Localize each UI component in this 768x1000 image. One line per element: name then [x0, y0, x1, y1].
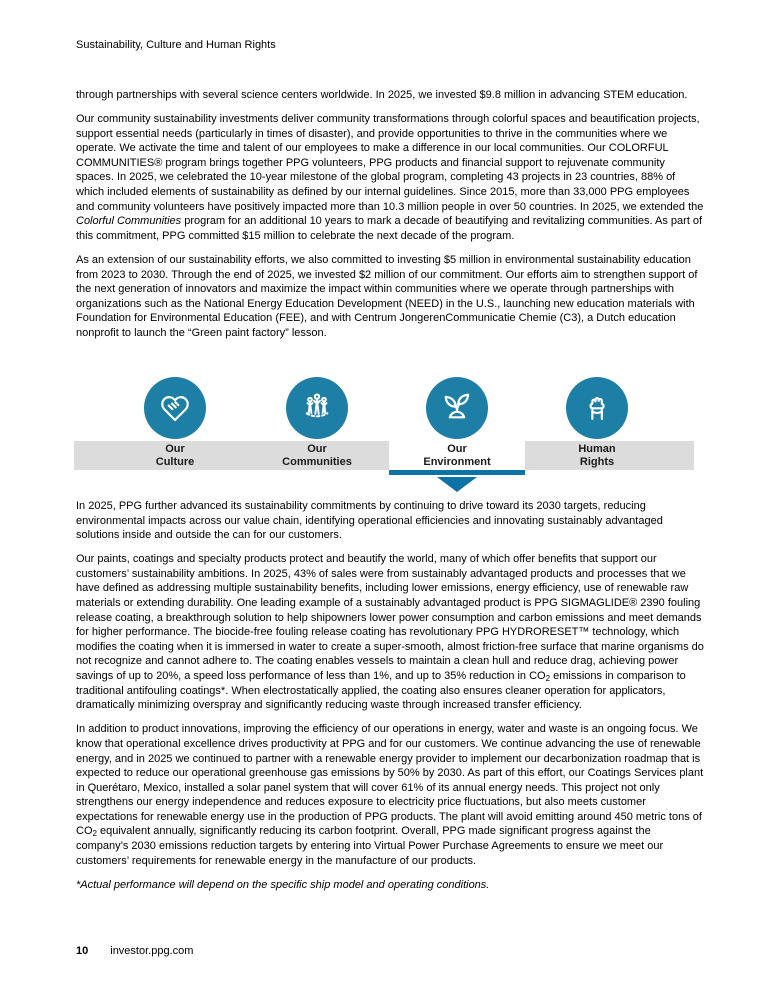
paragraph-sigmaglide: Our paints, coatings and specialty products protect and beautify the world, many of which offer benefits that support our customers’ sustainability ambitions. In 2025, 43% of sales were from sustainably advantaged products and processes that we have defined as addressing multiple sustainability benefits, including lower emissions, energy efficiency, use of renewable raw materials or extending durability. One leading example of a sustainably advantaged product is PPG SIGMAGLIDE® 2390 fouling release coating, a breakthrough solution to help shipowners lower power consumption and carbon emissions and meet demands for higher performance. The biocide-free fouling release coating has revolutionary PPG HYDRORESET™ technology, which modifies the coating when it is immersed in water to create a super-smooth, almost friction-free surface that marine organisms do not recognize and cannot adhere to. The coating enables vessels to maintain a clean hull and reduce drag, achieving power savings of up to 20%, a speed loss performance of less than 1%, and up to 35% reduction in $CO_2$ emissions in comparison to traditional antifouling coatings*. When electrostatically applied, the coating also ensures cleaner operation for applicators, dramatically minimizing overspray and significantly reducing waste through increased transfer efficiency. — [76, 553, 704, 712]
tab-human-rights — [529, 375, 665, 495]
paragraph-colorful-communities: Our community sustainability investments deliver community transformations through colorful spaces and beautification projects, support essential needs (particularly in times of disaster), and provide opportunities to thrive in the communities where we operate. We activate the time and talent of our employees to make a difference in our local communities. Our COLORFUL COMMUNITIES® program brings together PPG volunteers, PPG products and financial support to rejuvenate community spaces. In 2025, we celebrated the 10-year milestone of the global program, completing 43 projects in 23 countries, 88% of which included elements of sustainability as defined by our internal guidelines. Since 2015, more than 33,000 PPG employees and community volunteers have positively impacted more than 10.3 million people in over 50 countries. In 2025, we extended the Colorful Communities program for an additional 10 years to mark a decade of beautifying and revitalizing communities. As part of this commitment, PPG committed $15 million to celebrate the next decade of the program. — [76, 113, 704, 242]
raised-fist-icon — [566, 377, 628, 439]
document-header: Sustainability, Culture and Human Rights — [76, 39, 276, 51]
tab-our-culture — [107, 375, 243, 495]
tab-our-environment — [389, 375, 525, 495]
plant-sprout-icon — [426, 377, 488, 439]
tab-label-our-communities: Our Communities — [282, 443, 352, 468]
paragraph-stem-investment: through partnerships with several science centers worldwide. In 2025, we invested $9.8 million in advancing STEM education. — [76, 89, 688, 101]
active-tab-arrow-icon — [437, 477, 477, 492]
pillar-tab-band — [74, 375, 694, 495]
content-top — [76, 88, 704, 341]
tab-our-communities — [249, 375, 385, 495]
tab-label-human-rights: Human Rights — [578, 443, 616, 468]
tab-label-our-culture: Our Culture — [155, 443, 195, 468]
paragraph-renewable-energy: In addition to product innovations, improving the efficiency of our operations in energy, water and waste is an ongoing focus. We know that operational excellence drives productivity at PPG and for our customers. We continue advancing the use of renewable energy, and in 2025 we continued to partner with a renewable energy provider to implement our decarbonization roadmap that is expected to reduce our operational greenhouse gas emissions by 50% by 2030. As part of this effort, our Coatings Services plant in Querétaro, Mexico, installed a solar panel system that will cover 61% of its annual energy needs. This project not only strengthens our energy independence and reduces exposure to electricity price fluctuations, but also meets customer expectations for renewable energy use in the production of PPG products. The plant will avoid emitting around 450 metric tons of $CO_2$ equivalent annually, significantly reducing its carbon footprint. Overall, PPG made significant progress against the company’s 2030 emissions reduction targets by entering into Virtual Power Purchase Agreements to ensure we meet our customers’ requirements for renewable energy in the manufacture of our products. — [76, 723, 704, 867]
paragraph-education-commitment: As an extension of our sustainability efforts, we also committed to investing $5 million in environmental sustainability education from 2023 to 2030. Through the end of 2025, we invested $2 million of our commitment. Our efforts aim to strengthen support of the next generation of innovators and maximize the impact within communities where we operate through partnerships with organizations such as the National Energy Education Development (NEED) in the U.S., launching new education materials with Foundation for Environmental Education (FEE), and with Centrum JongerenCommunicatie Chemie (C3), a Dutch education nonprofit to launch the “Green paint factory” lesson. — [76, 253, 698, 339]
tab-label-our-environment: Our Environment — [389, 441, 525, 470]
community-people-icon — [286, 377, 348, 439]
active-tab-underline — [389, 470, 525, 475]
paragraph-2030-targets: In 2025, PPG further advanced its sustainability commitments by continuing to drive toward its 2030 targets, reducing environmental impacts across our value chain, identifying operational efficiencies and innovating sustainably advantaged solutions inside and outside the can for our customers. — [76, 500, 663, 542]
content-bottom — [76, 499, 704, 892]
footnote: *Actual performance will depend on the specific ship model and operating conditions. — [76, 878, 490, 891]
handshake-heart-icon — [144, 377, 206, 439]
footer-site-text: investor.ppg.com — [110, 945, 194, 957]
page-footer — [76, 944, 193, 959]
page-number: 10 — [76, 945, 89, 957]
